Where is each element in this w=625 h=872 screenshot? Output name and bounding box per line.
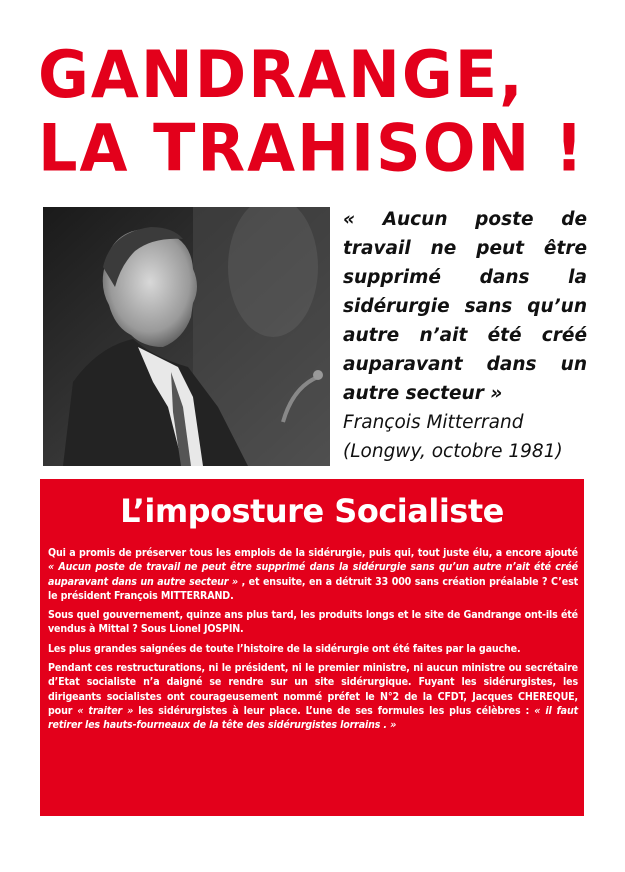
- imposture-panel: [40, 479, 584, 816]
- headline: [38, 35, 598, 187]
- paragraph-1: [48, 546, 578, 603]
- paragraph-4-quote-1: « traiter »: [77, 704, 134, 717]
- paragraph-4-middle: les sidérurgistes à leur place. L’une de ses formules les plus célèbres :: [133, 704, 535, 717]
- paragraph-1-quote: « Aucun poste de travail ne peut être supprimé dans la sidérurgie sans qu’un autre n’ait été créé auparavant dans un autre secteur »: [48, 561, 578, 588]
- portrait-photo: [43, 207, 330, 466]
- paragraph-2: [48, 608, 578, 637]
- paragraph-2-question: Sous quel gouvernement, quinze ans plus tard, les produits longs et le site de Gandrange ont-ils été vendus à Mittal ?: [48, 609, 578, 636]
- headline-line-2: LA TRAHISON !: [38, 109, 586, 187]
- quote-author: François Mitterrand: [343, 412, 524, 433]
- quote-block: [343, 205, 587, 466]
- quote-text: « Aucun poste de travail ne peut être supprimé dans la sidérurgie sans qu’un autre n’ait été créé auparavant dans un autre secteur »: [343, 209, 587, 404]
- paragraph-4: [48, 661, 578, 732]
- portrait-photo-image: [43, 207, 330, 466]
- panel-title: L’imposture Socialiste: [120, 492, 504, 530]
- paragraph-1-answer: C’est le président François MITTERRAND.: [48, 575, 578, 602]
- paragraph-1-middle: , et ensuite, en a détruit 33 000 sans création préalable ?: [237, 575, 552, 588]
- quote-place-date: (Longwy, octobre 1981): [343, 441, 563, 462]
- paragraph-1-intro: Qui a promis de préserver tous les emplois de la sidérurgie, puis qui, tout juste élu, a encore ajouté: [48, 547, 578, 559]
- paragraph-4-intro: Pendant ces restructurations, ni le président, ni le premier ministre, ni aucun ministre ou secrétaire d’Etat socialiste n’a daigné se rendre sur un site sidérurgique. Fuyant les sidérurgistes, les dirigeants socialistes ont courageusement nommé préfet le N°2 de la CFDT, Jacques CHEREQUE, pour: [48, 662, 578, 717]
- paragraph-2-answer: Sous Lionel JOSPIN.: [140, 623, 244, 636]
- paragraph-3: Les plus grandes saignées de toute l’histoire de la sidérurgie ont été faites par la gauche.: [48, 642, 521, 655]
- panel-body: [48, 546, 578, 738]
- headline-line-1: GANDRANGE,: [38, 35, 525, 113]
- paragraph-4-quote-2: « il faut retirer les hauts-fourneaux de la tête des sidérurgistes lorrains . »: [48, 704, 578, 732]
